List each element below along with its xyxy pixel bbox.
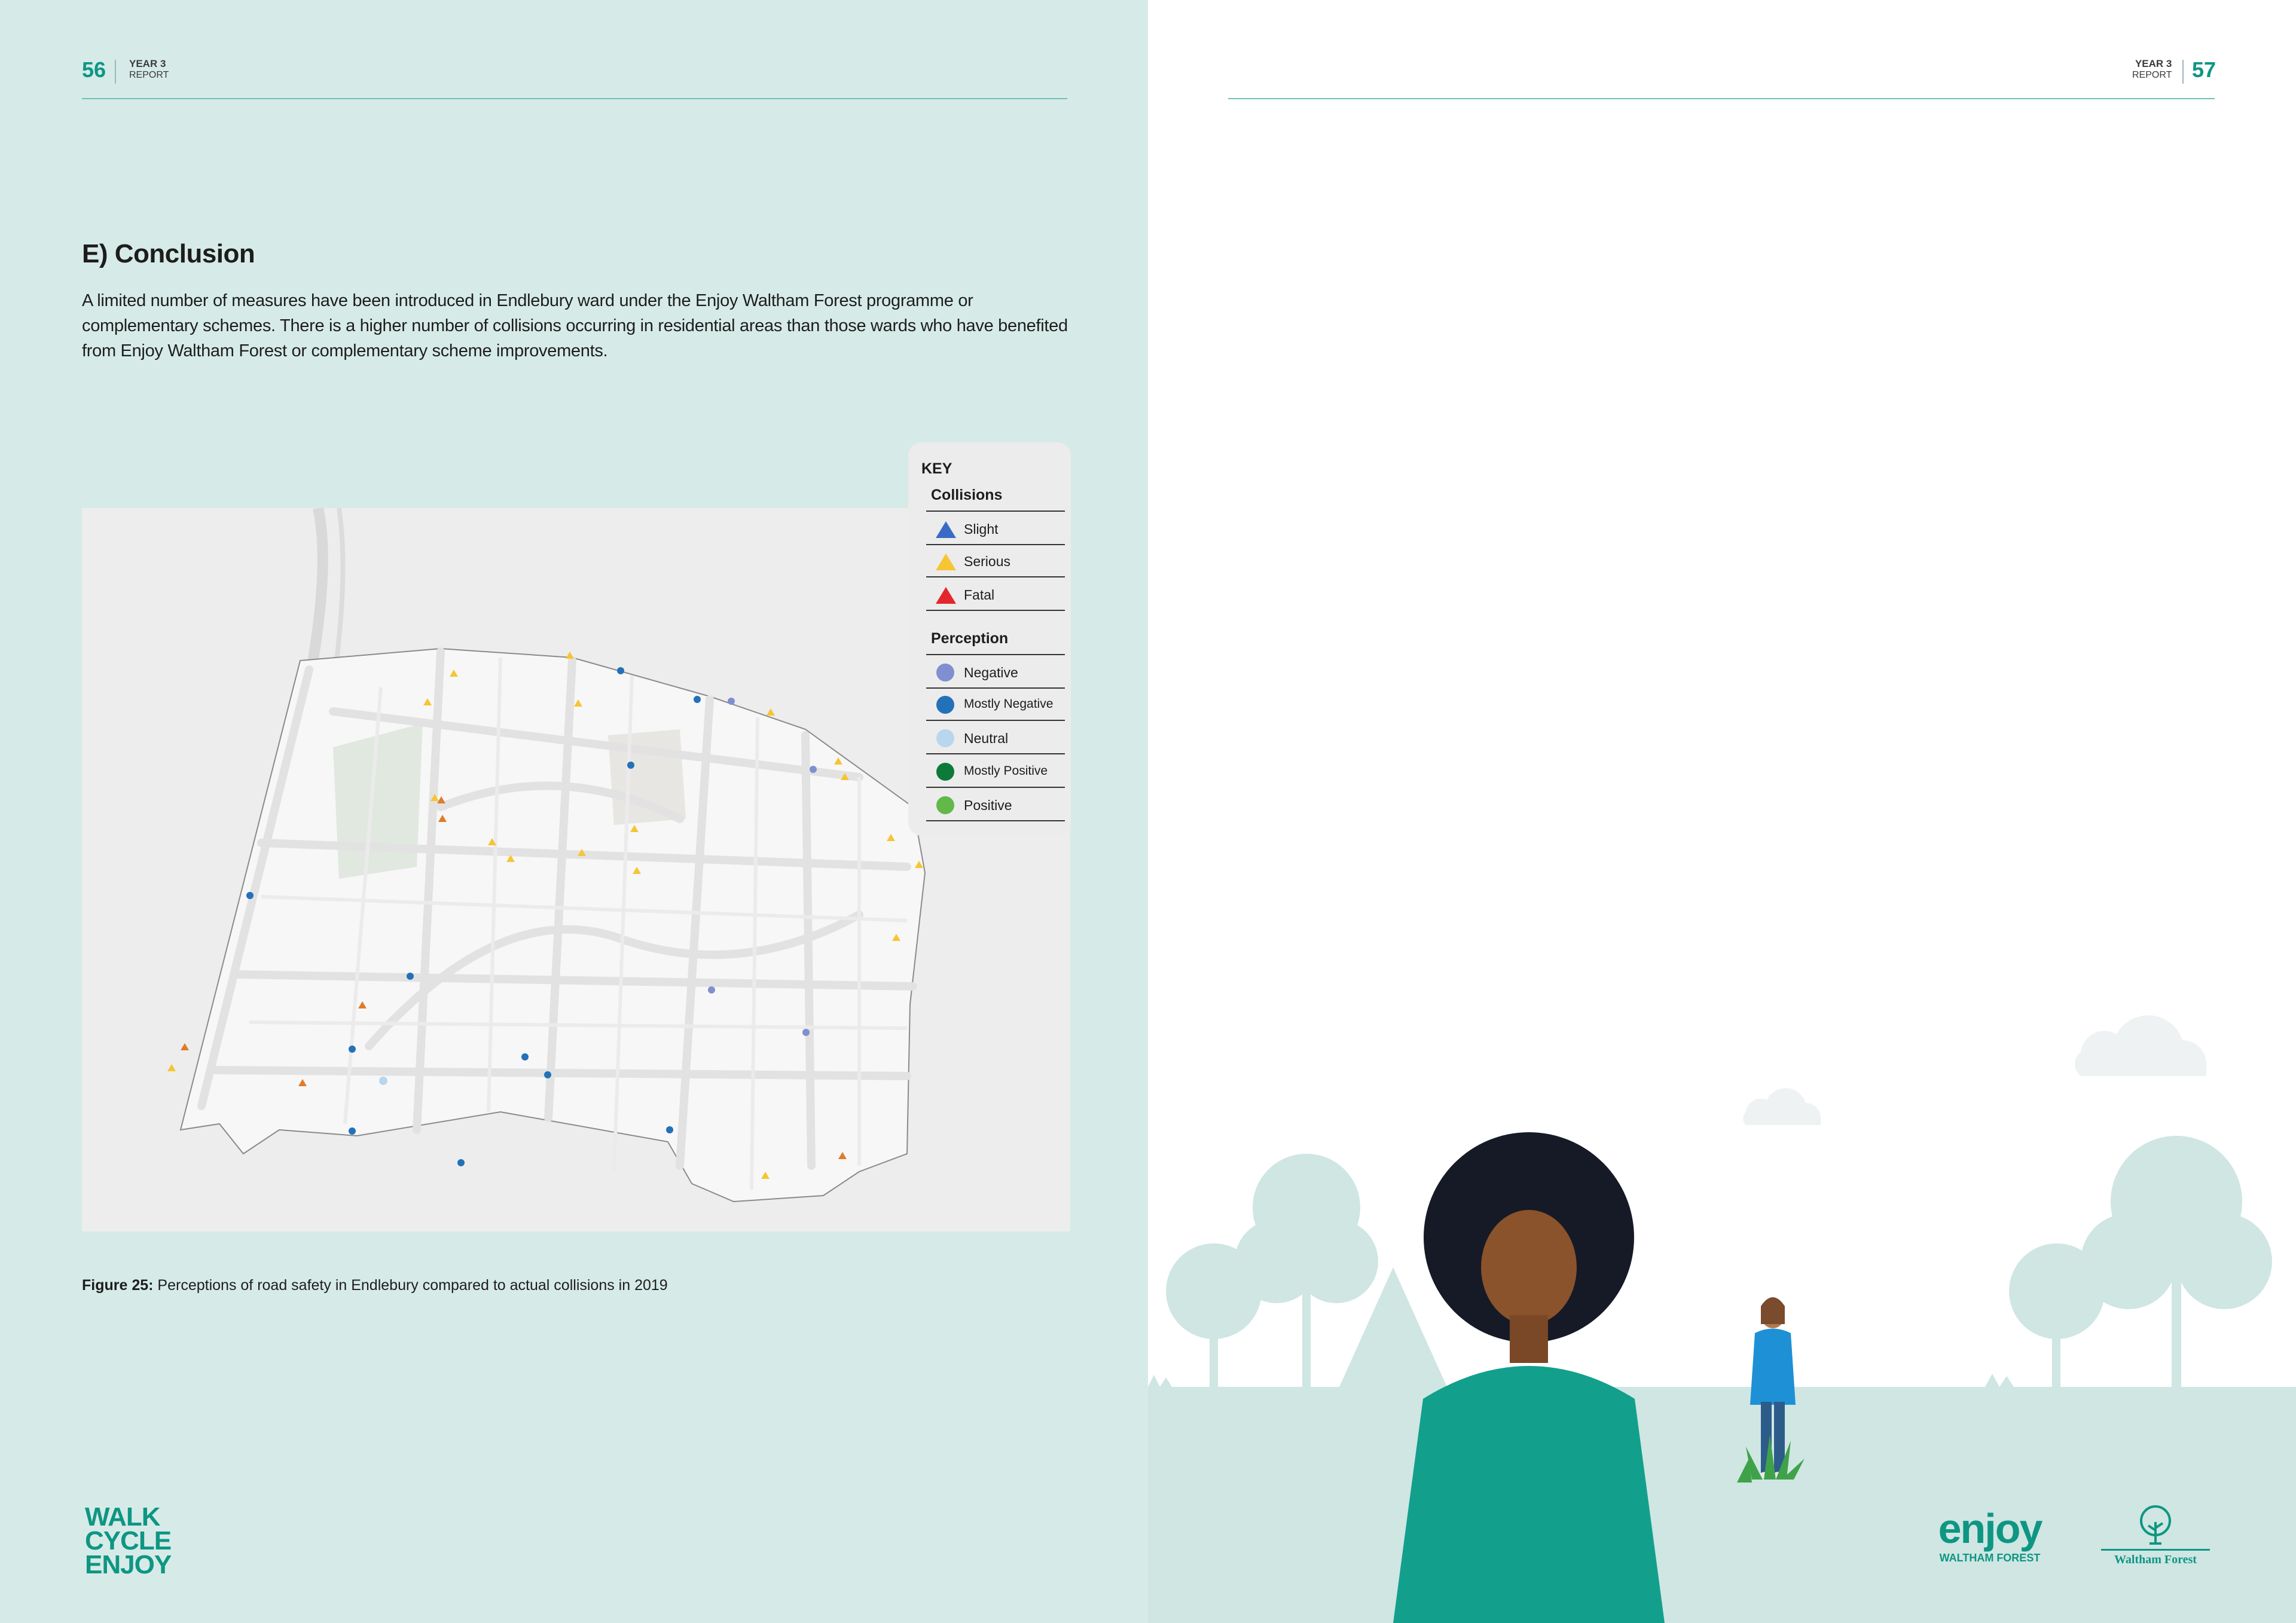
tree-icon	[2132, 1504, 2179, 1546]
key-label: Fatal	[964, 587, 995, 603]
report-word: REPORT	[2132, 70, 2172, 80]
header-rule	[1228, 98, 2215, 99]
waltham-forest-logo-text: Waltham Forest	[2114, 1553, 2197, 1566]
logo-line: ENJOY	[85, 1550, 172, 1579]
logo-line: CYCLE	[85, 1526, 172, 1555]
header-divider	[115, 60, 116, 84]
report-label-right	[2132, 59, 2172, 81]
header-divider	[2182, 60, 2184, 84]
key-label: Mostly Negative	[964, 697, 1054, 711]
slight-triangle-icon	[936, 521, 956, 538]
positive-dot-icon	[936, 796, 954, 814]
key-perception-heading: Perception	[931, 630, 1009, 647]
key-label: Mostly Positive	[964, 764, 1048, 778]
key-label: Slight	[964, 521, 999, 537]
map-key	[908, 442, 1071, 836]
figure-number: Figure 25:	[82, 1277, 154, 1294]
key-row-negative	[926, 654, 1065, 689]
logo-line: WALK	[85, 1502, 160, 1532]
walk-cycle-enjoy-logo	[85, 1502, 172, 1579]
conclusion-paragraph: A limited number of measures have been introduced in Endlebury ward under the Enjoy Waltham Forest programme or complementary schemes. There is a higher number of collisions occurring in residential areas than those wards who have benefited from Enjoy Waltham Forest or complementary scheme improvements.	[82, 291, 1068, 360]
key-row-mostly-positive	[926, 754, 1065, 788]
page-number-right: 57	[2192, 57, 2216, 82]
mostly-positive-dot-icon	[936, 763, 954, 781]
enjoy-logo-sub: WALTHAM FOREST	[1939, 1552, 2041, 1564]
enjoy-logo-word: enjoy	[1938, 1505, 2042, 1552]
report-year: YEAR 3	[129, 58, 166, 69]
figure-caption	[82, 1277, 668, 1294]
mostly-negative-dot-icon	[936, 696, 954, 714]
key-row-fatal	[926, 577, 1065, 611]
report-label-left	[129, 59, 169, 81]
key-label: Negative	[964, 665, 1018, 680]
figure-caption-text: Perceptions of road safety in Endlebury compared to actual collisions in 2019	[153, 1277, 668, 1294]
page-number-left: 56	[82, 57, 106, 82]
key-title: KEY	[921, 460, 952, 477]
serious-triangle-icon	[936, 554, 956, 570]
right-page	[1148, 0, 2296, 1623]
fatal-triangle-icon	[936, 587, 956, 604]
negative-dot-icon	[936, 664, 954, 681]
key-collisions-heading: Collisions	[931, 487, 1003, 503]
enjoy-waltham-forest-logo	[1924, 1505, 2056, 1564]
waltham-forest-council-logo	[2099, 1504, 2212, 1567]
key-label: Serious	[964, 554, 1010, 569]
key-row-positive	[926, 788, 1065, 821]
neutral-dot-icon	[936, 729, 954, 747]
header-rule	[82, 98, 1067, 99]
key-row-mostly-negative	[926, 687, 1065, 721]
report-word: REPORT	[129, 70, 169, 80]
report-year: YEAR 3	[2135, 58, 2172, 69]
key-row-neutral	[926, 721, 1065, 754]
key-label: Neutral	[964, 730, 1009, 746]
key-label: Positive	[964, 797, 1012, 813]
key-row-serious	[926, 544, 1065, 577]
key-row-slight	[926, 511, 1065, 545]
section-title-conclusion: E) Conclusion	[82, 239, 255, 268]
